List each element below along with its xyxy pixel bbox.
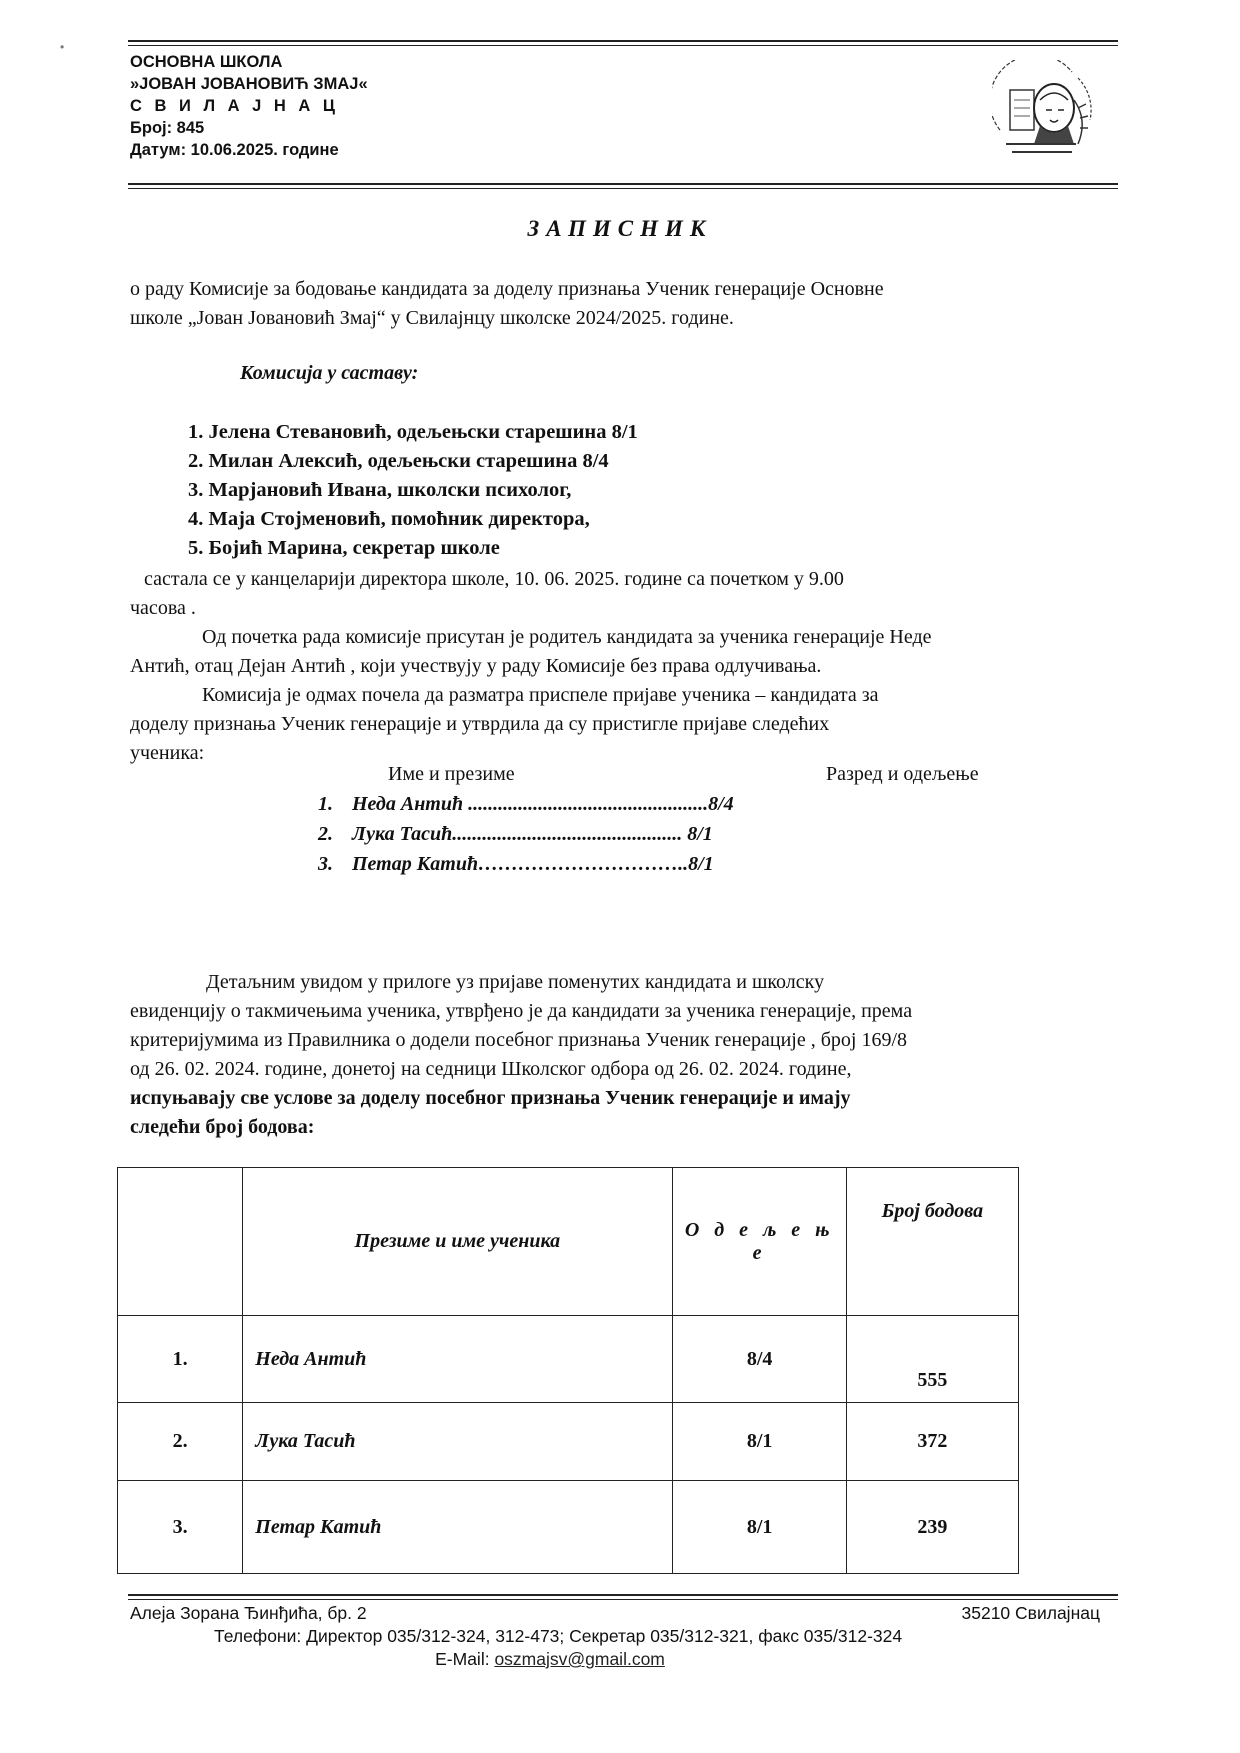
footer-email-row <box>130 1648 1100 1671</box>
candidates-name-header: Име и презиме <box>388 763 515 785</box>
intro-line: школе „Јован Јовановић Змај“ у Свилајнцу школске 2024/2025. године. <box>130 307 734 329</box>
student-class: 8/1 <box>673 1403 846 1481</box>
paragraph-line: од 26. 02. 2024. године, донетој на седници Школског одбора од 26. 02. 2024. године, <box>130 1058 852 1080</box>
candidates-class-header: Разред и одељење <box>826 763 979 785</box>
paragraph-line: Комисија је одмах почела да разматра приспеле пријаве ученика – кандидата за <box>202 684 879 706</box>
footer-email-label: E-Mail: <box>435 1649 495 1669</box>
school-name: ОСНОВНА ШКОЛА <box>130 53 283 71</box>
footer-rule <box>128 1594 1118 1600</box>
meeting-paragraph <box>130 565 1115 623</box>
table-header-row <box>118 1168 1019 1316</box>
scan-mark: • <box>60 40 65 54</box>
candidate-text: Неда Антић ................................................8/4 <box>352 793 734 815</box>
candidate-number: 3. <box>318 853 333 875</box>
column-header-name: Презиме и име ученика <box>243 1168 673 1316</box>
column-header-class: О д е љ е њ е <box>673 1168 846 1316</box>
commission-member: 3. Марјановић Ивана, школски психолог, <box>188 479 572 501</box>
header-rule <box>128 183 1118 189</box>
findings-paragraph <box>130 968 1115 1142</box>
student-class: 8/4 <box>673 1316 846 1403</box>
paragraph-line: Детаљним увидом у прилоге уз пријаве поменутих кандидата и школску <box>206 971 825 993</box>
document-date: Датум: 10.06.2025. године <box>130 141 339 159</box>
student-points: 239 <box>846 1481 1018 1574</box>
paragraph-line: састала се у канцеларији директора школе, 10. 06. 2025. године са почетком у 9.00 <box>144 568 844 590</box>
column-header-points: Број бодова <box>846 1168 1018 1316</box>
document-number: Број: 845 <box>130 119 205 137</box>
paragraph-line: критеријумима из Правилника о додели посебног признања Ученик генерације , број 169/8 <box>130 1029 908 1051</box>
footer-phones: Телефони: Директор 035/312-324, 312-473; Секретар 035/312-321, факс 035/312-324 <box>214 1626 903 1646</box>
paragraph-line-bold: испуњавају све услове за доделу посебног признања Ученик генерације и имају <box>130 1087 851 1109</box>
applications-paragraph <box>130 681 1115 768</box>
commission-member: 5. Бојић Марина, секретар школе <box>188 537 500 559</box>
school-logo-seal <box>992 60 1100 168</box>
school-header <box>130 51 368 161</box>
paragraph-line-bold: следећи број бодова: <box>130 1116 315 1138</box>
results-table <box>117 1167 1019 1574</box>
row-number: 1. <box>118 1316 243 1403</box>
footer-address-row <box>130 1602 1100 1625</box>
student-class: 8/1 <box>673 1481 846 1574</box>
commission-members-list <box>188 418 638 563</box>
school-name-2: »ЈОВАН ЈОВАНОВИЋ ЗМАЈ« <box>130 75 368 93</box>
paragraph-line: часова . <box>130 597 196 619</box>
footer-address: Алеја Зорана Ђинђића, бр. 2 <box>130 1603 367 1623</box>
footer <box>130 1602 1100 1671</box>
paragraph-line: доделу признања Ученик генерације и утврдила да су пристигле пријаве следећих <box>130 713 830 735</box>
intro-paragraph <box>130 275 1115 333</box>
school-city: С В И Л А Ј Н А Ц <box>130 97 339 115</box>
intro-line: о раду Комисије за бодовање кандидата за доделу признања Ученик генерације Основне <box>130 278 884 300</box>
paragraph-line: евиденцију о такмичењима ученика, утврђено је да кандидати за ученика генерације, према <box>130 1000 913 1022</box>
candidate-number: 2. <box>318 823 333 845</box>
student-points: 555 <box>846 1316 1018 1403</box>
commission-member: 1. Јелена Стевановић, одељењски старешина 8/1 <box>188 421 638 443</box>
candidate-item <box>318 793 734 816</box>
paragraph-line: Од почетка рада комисије присутан је родитељ кандидата за ученика генерације Неде <box>202 626 932 648</box>
paragraph-line: Антић, отац Дејан Антић , који учествују у раду Комисије без права одлучивања. <box>130 655 822 677</box>
table-row <box>118 1403 1019 1481</box>
footer-postal: 35210 Свилајнац <box>961 1603 1100 1623</box>
email-link[interactable]: oszmajsv@gmail.com <box>494 1649 665 1669</box>
row-number: 2. <box>118 1403 243 1481</box>
table-row <box>118 1481 1019 1574</box>
student-points: 372 <box>846 1403 1018 1481</box>
candidate-text: Лука Тасић.............................................. 8/1 <box>352 823 713 845</box>
table-row <box>118 1316 1019 1403</box>
commission-member: 4. Маја Стојменовић, помоћник директора, <box>188 508 590 530</box>
parent-paragraph <box>130 623 1115 681</box>
student-name: Лука Тасић <box>243 1403 673 1481</box>
document-title: ЗАПИСНИК <box>527 216 713 241</box>
paragraph-line: ученика: <box>130 742 205 764</box>
commission-member: 2. Милан Алексић, одељењски старешина 8/4 <box>188 450 609 472</box>
candidate-number: 1. <box>318 793 333 815</box>
candidate-item <box>318 823 713 846</box>
candidate-item <box>318 853 714 876</box>
student-name: Неда Антић <box>243 1316 673 1403</box>
commission-heading: Комисија у саставу: <box>240 362 419 384</box>
candidate-text: Петар Катић…………………………..8/1 <box>352 853 714 875</box>
column-header-number <box>118 1168 243 1316</box>
row-number: 3. <box>118 1481 243 1574</box>
student-name: Петар Катић <box>243 1481 673 1574</box>
top-rule <box>128 40 1118 46</box>
